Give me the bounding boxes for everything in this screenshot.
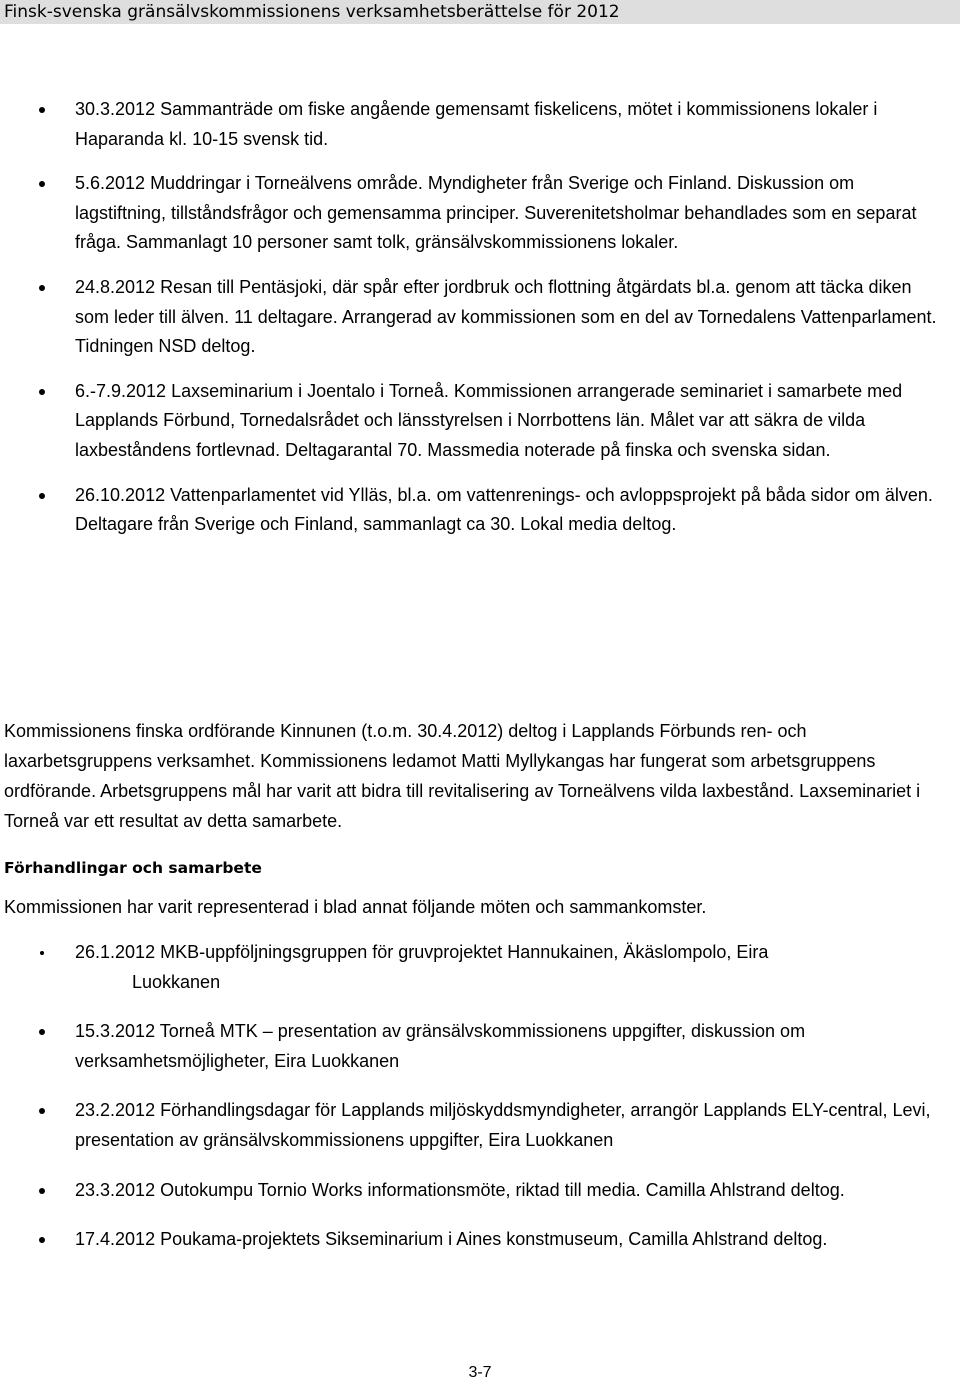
bullet-icon (39, 181, 45, 187)
list-item-text: 15.3.2012 Torneå MTK – presentation av gränsälvskommissionens uppgifter, diskussion om verksamhetsmöjligheter, Eira Luokkanen (75, 1021, 806, 1071)
list-item (0, 95, 960, 154)
page-header (0, 0, 960, 24)
bullet-icon (40, 951, 44, 955)
meeting-list-top (0, 95, 960, 540)
list-item (0, 1017, 960, 1076)
list-item (0, 1176, 960, 1206)
list-item-date: 26.1.2012 (75, 942, 156, 962)
header-title: Finsk-svenska gränsälvskommissionens verksamhetsberättelse för 2012 (4, 2, 620, 22)
section-heading: Förhandlingar och samarbete (4, 859, 262, 877)
list-item (0, 938, 960, 997)
bullet-icon (39, 493, 45, 499)
list-item (0, 377, 960, 466)
list-item-text: 26.10.2012 Vattenparlamentet vid Ylläs, bl.a. om vattenrenings- och avloppsprojekt på båda sidor om älven. Deltagare från Sverige och Finland, sammanlagt ca 30. Lokal media deltog. (75, 484, 933, 535)
bullet-icon (39, 1108, 45, 1114)
bullet-icon (39, 1029, 45, 1035)
list-item-text: 17.4.2012 Poukama-projektets Sikseminarium i Aines konstmuseum, Camilla Ahlstrand deltog. (75, 1229, 828, 1250)
list-item-text: 6.-7.9.2012 Laxseminarium i Joentalo i Torneå. Kommissionen arrangerade seminariet i samarbete med Lapplands Förbund, Tornedalsrådet och länsstyrelsen i Norrbottens län. Målet var att säkra de vilda laxbeståndens fortlevnad. Deltagarantal 70. Massmedia noterade på finska och svenska sidan. (75, 380, 903, 460)
list-item (0, 481, 960, 540)
page-number: 3-7 (468, 1364, 492, 1381)
list-item-text: 24.8.2012 Resan till Pentäsjoki, där spår efter jordbruk och flottning åtgärdats bl.a. genom att täcka diken som leder till älven. 11 deltagare. Arrangerad av kommissionen som en del av Tornedalens Vattenparlament. Tidningen NSD deltog. (75, 276, 937, 357)
list-item-text: 30.3.2012 Sammanträde om fiske angående gemensamt fiskelicens, mötet i kommissionens lokaler i Haparanda kl. 10-15 svensk tid. (75, 99, 878, 149)
list-item (0, 169, 960, 258)
meeting-list-bottom (0, 938, 960, 1255)
list-item (0, 1225, 960, 1255)
paragraph-lapland-cooperation: Kommissionens finska ordförande Kinnunen (t.o.m. 30.4.2012) deltog i Lapplands Förbunds ren- och laxarbetsgruppens verksamhet. Kommissionens ledamot Matti Myllykangas har fungerat som arbetsgruppens ordförande. Arbetsgruppens mål har varit att bidra till revitalisering av Torneälvens vilda laxbestånd. Laxseminariet i Torneå var ett resultat av detta samarbete. (4, 721, 921, 831)
bullet-icon (39, 1237, 45, 1243)
paragraph-representation: Kommissionen har varit representerad i blad annat följande möten och sammankomster. (4, 897, 707, 917)
bullet-icon (39, 1188, 45, 1194)
bullet-icon (39, 285, 45, 291)
list-item-text: 23.3.2012 Outokumpu Tornio Works informationsmöte, riktad till media. Camilla Ahlstrand deltog. (75, 1179, 845, 1200)
list-item (0, 273, 960, 362)
list-item-text: 5.6.2012 Muddringar i Torneälvens område. Myndigheter från Sverige och Finland. Diskussion om lagstiftning, tillståndsfrågor och gemensamma principer. Suverenitetsholmar behandlades som en separat fråga. Sammanlagt 10 personer samt tolk, gränsälvskommissionens lokaler. (75, 173, 917, 253)
list-item-text-cont: Luokkanen (132, 971, 221, 992)
list-item-text: MKB-uppföljningsgruppen för gruvprojektet Hannukainen, Äkäslompolo, Eira (160, 942, 769, 962)
bullet-icon (39, 389, 45, 395)
list-item (0, 1096, 960, 1155)
list-item-text: 23.2.2012 Förhandlingsdagar för Lapplands miljöskyddsmyndigheter, arrangör Lapplands ELY-central, Levi, presentation av gränsälvskommissionens uppgifter, Eira Luokkanen (75, 1100, 931, 1150)
bullet-icon (39, 107, 45, 113)
